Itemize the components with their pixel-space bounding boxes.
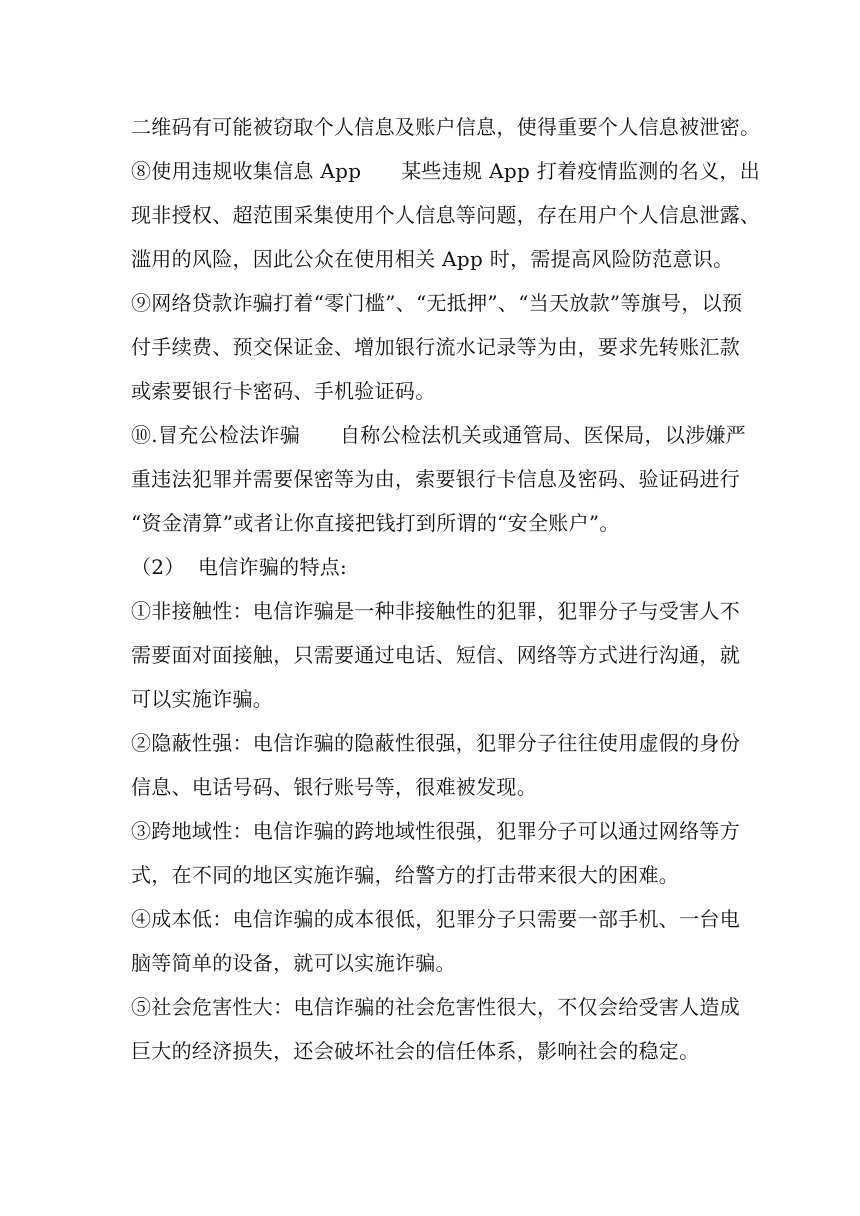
text-line: ⑤社会危害性大：电信诈骗的社会危害性很大，不仅会给受害人造成 — [131, 995, 740, 1019]
text-line: 可以实施诈骗。 — [131, 687, 274, 711]
text-line: 滥用的风险，因此公众在使用相关 App 时，需提高风险防范意识。 — [131, 247, 734, 271]
document-page — [131, 108, 761, 1070]
text-line: ⑩.冒充公检法诈骗 自称公检法机关或通管局、医保局，以涉嫌严 — [131, 423, 747, 447]
text-line: ①非接触性：电信诈骗是一种非接触性的犯罪，犯罪分子与受害人不 — [131, 599, 740, 623]
text-line: “资金清算”或者让你直接把钱打到所谓的“安全账户”。 — [131, 511, 620, 535]
text-line: 现非授权、超范围采集使用个人信息等问题，存在用户个人信息泄露、 — [131, 203, 761, 227]
text-line: ⑨网络贷款诈骗打着“零门槛”、“无抵押”、“当天放款”等旗号，以预 — [131, 291, 743, 315]
text-line: ⑧使用违规收集信息 App 某些违规 App 打着疫情监测的名义，出 — [131, 159, 761, 183]
text-line: 脑等简单的设备，就可以实施诈骗。 — [131, 951, 456, 975]
text-line: 二维码有可能被窃取个人信息及账户信息，使得重要个人信息被泄密。 — [131, 115, 761, 139]
text-line: ③跨地域性：电信诈骗的跨地域性很强，犯罪分子可以通过网络等方 — [131, 819, 740, 843]
text-line: 需要面对面接触，只需要通过电话、短信、网络等方式进行沟通，就 — [131, 643, 740, 667]
text-line: 式，在不同的地区实施诈骗，给警方的打击带来很大的困难。 — [131, 863, 680, 887]
text-line: ②隐蔽性强：电信诈骗的隐蔽性很强，犯罪分子往往使用虚假的身份 — [131, 731, 740, 755]
text-line: 信息、电话号码、银行账号等，很难被发现。 — [131, 775, 537, 799]
section-heading: （2） 电信诈骗的特点: — [131, 555, 348, 579]
text-line: 或索要银行卡密码、手机验证码。 — [131, 379, 436, 403]
text-line: 付手续费、预交保证金、增加银行流水记录等为由，要求先转账汇款 — [131, 335, 740, 359]
text-line: 重违法犯罪并需要保密等为由，索要银行卡信息及密码、验证码进行 — [131, 467, 740, 491]
text-line: ④成本低：电信诈骗的成本很低，犯罪分子只需要一部手机、一台电 — [131, 907, 740, 931]
text-line: 巨大的经济损失，还会破坏社会的信任体系，影响社会的稳定。 — [131, 1039, 700, 1063]
